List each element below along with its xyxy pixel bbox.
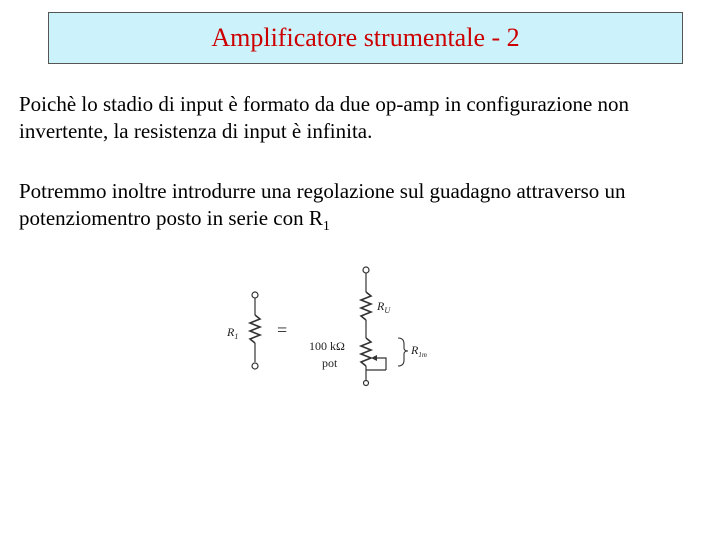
r1-label: $R_1$ [227, 325, 239, 341]
ru-top-terminal [363, 267, 369, 273]
equals-sign: = [277, 320, 288, 340]
r1-resistor-diagram [226, 292, 260, 369]
ru-label: $R_U$ [377, 299, 391, 315]
r1-subscript: 1 [322, 219, 330, 234]
paragraph-gain-adjustment [19, 178, 699, 240]
r1-zigzag [250, 315, 260, 343]
paragraph-input-resistance: Poichè lo stadio di input è formato da due op-amp in configurazione non invertente, la resistenza di input è infinita. [19, 92, 630, 143]
ru-zigzag [361, 292, 371, 320]
circuit-diagram [170, 260, 440, 395]
rvar-brace [398, 338, 408, 366]
ru-pot-diagram [309, 267, 427, 386]
r1-bottom-terminal [252, 363, 258, 369]
pot-wiper-arrow [371, 355, 377, 361]
slide-title: Amplificatore strumentale - 2 [211, 23, 520, 52]
rvar-label: $R_{1m}$ [411, 343, 427, 359]
paragraph-gain-text: Potremmo inoltre introdurre una regolazione sul guadagno attraverso un potenziomentro posto in serie con R [19, 179, 626, 230]
pot-value-label: 100 kΩ [309, 339, 345, 353]
pot-zigzag [361, 338, 371, 366]
pot-label: pot [322, 356, 338, 370]
title-box [48, 12, 683, 64]
pot-bottom-terminal [364, 381, 369, 386]
r1-top-terminal [252, 292, 258, 298]
